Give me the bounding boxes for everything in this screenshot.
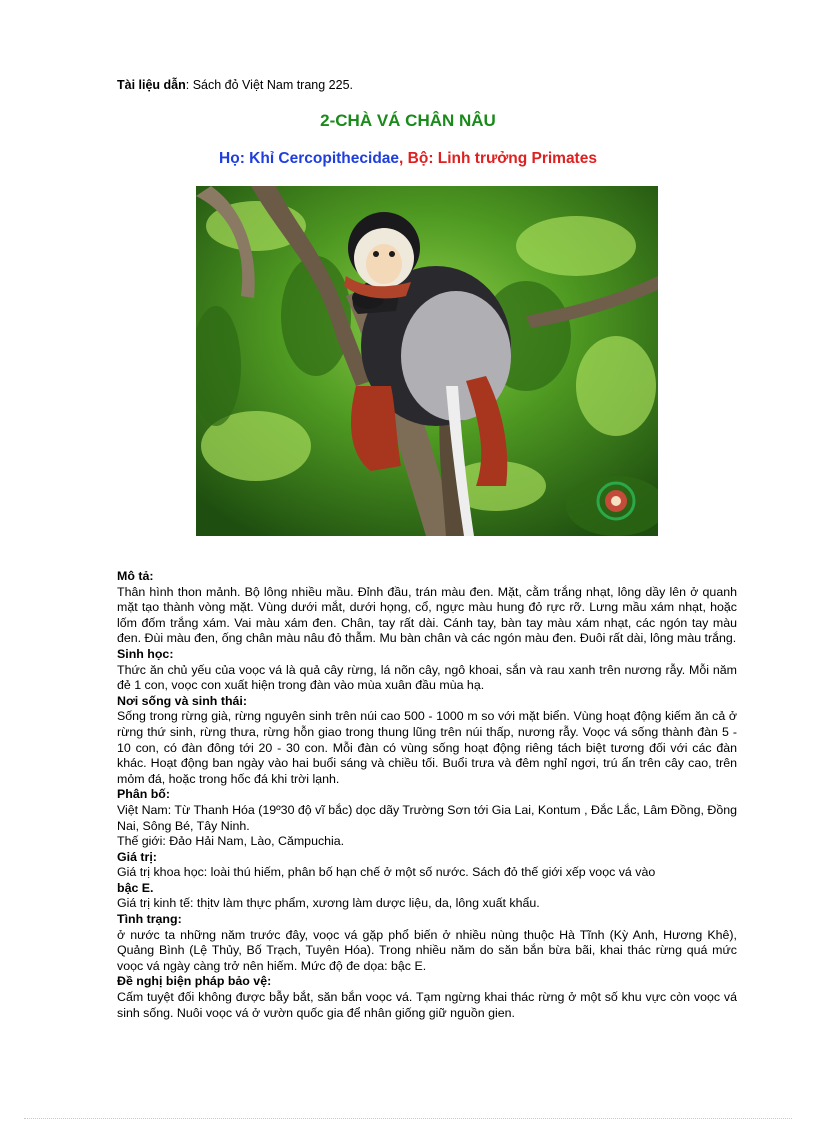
source-label: Tài liệu dẫn xyxy=(117,78,186,92)
source-reference xyxy=(117,78,353,92)
page-divider xyxy=(24,1118,792,1119)
section-heading-protection: Đề nghị biện pháp bảo vệ: xyxy=(117,974,272,989)
section-text-habitat: Sống trong rừng già, rừng nguyên sinh trên núi cao 500 - 1000 m so với mặt biển. Vùng hoạt động kiếm ăn cả ở rừng thứ sinh, rừng thưa, rừng hỗn giao trong thung lũng trên núi thấp, nương rẫy. Voọc vá sống thành đàn 5 - 10 con, có đàn đông tới 20 - 30 con. Mỗi đàn có vùng sống hoạt động riêng tách biệt tương đối với các đàn khác. Hoạt động ban ngày vào hai buổi sáng và chiều tối. Buổi trưa và đêm nghỉ ngơi, trú ẩn trên cây cao, trên mỏm đá, hoặc trong hốc đá khi trời lạnh. xyxy=(117,709,737,786)
monkey-illustration xyxy=(196,186,658,536)
section-text-status: ở nước ta những năm trước đây, voọc vá gặp phổ biến ở nhiều nùng thuộc Hà Tĩnh (Kỳ Anh, Hương Khê), Quảng Bình (Lệ Thủy, Bố Trạch, Tuyên Hóa). Trong nhiều năm do săn bắn bừa bãi, khai thác rừng quá mức voọc vá ngày càng trở nên hiếm. Mức độ đe dọa: bậc E. xyxy=(117,927,737,973)
section-text-value-economic: Giá trị kinh tế: thịtv làm thực phẩm, xương làm dược liệu, da, lông xuất khẩu. xyxy=(117,896,540,911)
section-heading-description: Mô tả: xyxy=(117,569,154,583)
section-heading-distribution: Phân bố: xyxy=(117,787,170,802)
section-text-distribution-world: Thế giới: Đảo Hải Nam, Lào, Cămpuchia. xyxy=(117,834,345,849)
section-text-protection: Cấm tuyệt đối không được bẫy bắt, săn bắn voọc vá. Tạm ngừng khai thác rừng ở một số khu vực còn voọc vá sinh sống. Nuôi voọc vá ở vườn quốc gia để nhân giống giữ nguồn gien. xyxy=(117,990,737,1020)
source-text: : Sách đỏ Việt Nam trang 225. xyxy=(185,78,353,92)
family-label: Họ: Khỉ Cercopithecidae xyxy=(219,150,400,167)
order-label: Bộ: Linh trưởng Primates xyxy=(407,150,597,167)
species-description xyxy=(117,569,737,1021)
section-heading-habitat: Nơi sống và sinh thái: xyxy=(117,693,247,708)
section-heading-status: Tình trạng: xyxy=(117,912,182,927)
section-text-distribution-vn: Việt Nam: Từ Thanh Hóa (19º30 độ vĩ bắc) dọc dãy Trường Sơn tới Gia Lai, Kontum , Đắc Lắc, Lâm Đồng, Đồng Nai, Sông Bé, Tây Ninh. xyxy=(117,802,737,833)
section-heading-biology: Sinh học: xyxy=(117,646,174,661)
section-text-description: Thân hình thon mảnh. Bộ lông nhiều mầu. Đỉnh đầu, trán màu đen. Mặt, cằm trắng nhạt, lông dầy lên ở quanh mặt tạo thành vòng mặt. Vùng dưới mắt, dưới họng, cổ, ngực màu hung đỏ rực rỡ. Lưng mầu xám nhạt, hoặc lốm đốm trắng xám. Vai màu xám đen. Chân, tay rất dài. Cánh tay, bàn tay màu xám nhạt, các ngón tay màu đen. Đùi màu đen, ống chân màu nâu đỏ thẫm. Mu bàn chân và các ngón màu đen. Đuôi rất dài, lông màu trắng. xyxy=(117,584,737,646)
section-heading-value: Giá trị: xyxy=(117,849,157,864)
section-text-value-science: Giá trị khoa học: loài thú hiếm, phân bố hạn chế ở một số nước. Sách đỏ thế giới xếp voọc vá vào xyxy=(117,865,656,880)
section-text-biology: Thức ăn chủ yếu của voọc vá là quả cây rừng, lá nõn cây, ngô khoai, sắn và rau xanh trên nương rẫy. Mỗi năm đẻ 1 con, voọc con xuất hiện trong đàn vào mùa xuân đầu mùa hạ. xyxy=(117,662,737,693)
section-text-value-grade: bậc E. xyxy=(117,880,154,895)
page-title: 2-CHÀ VÁ CHÂN NÂU xyxy=(320,111,496,130)
subtitle-separator: , xyxy=(399,150,408,167)
taxonomy-subtitle xyxy=(0,150,816,168)
monkey-photo xyxy=(196,186,658,536)
